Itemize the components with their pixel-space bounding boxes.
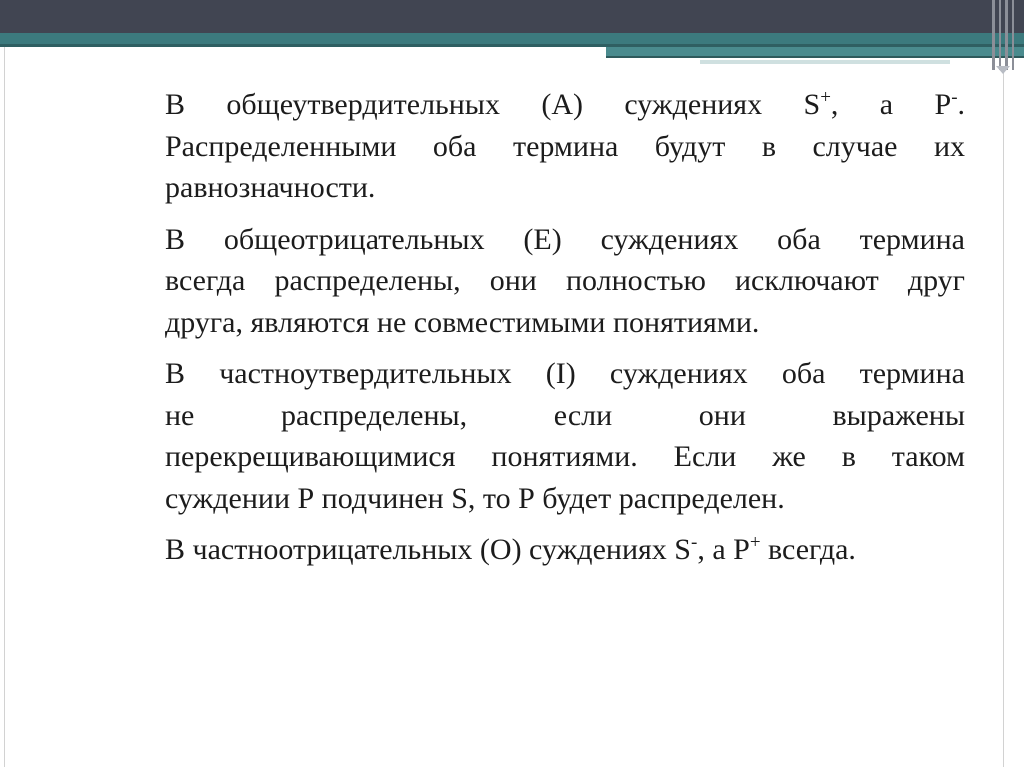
text-segment: Распределенными оба термина будут в случае их (165, 129, 965, 163)
text-line (101, 260, 965, 302)
superscript: - (690, 532, 698, 553)
text-line (101, 84, 965, 126)
paragraph (101, 84, 965, 209)
text-line (101, 529, 965, 571)
text-segment: равнозначности. (165, 171, 376, 204)
text-line (101, 478, 965, 520)
header-right-bar (606, 47, 1024, 56)
frame-left-line (4, 47, 5, 767)
text-line (101, 302, 965, 344)
superscript: + (820, 87, 831, 108)
text-line (101, 167, 965, 209)
text-segment: перекрещивающимися понятиями. Если же в таком (165, 440, 965, 473)
text-line (101, 219, 965, 261)
decor-vertical-line (1012, 0, 1014, 70)
text-line (101, 436, 965, 478)
decor-vertical-line (999, 0, 1001, 70)
superscript: + (749, 532, 761, 553)
text-segment: суждении Р подчинен S, то Р будет распределен. (165, 481, 785, 515)
text-segment: всегда. (760, 533, 856, 566)
text-line (101, 395, 965, 437)
text-segment: В общеутвердительных (А) суждениях S (165, 88, 821, 121)
paragraph (101, 219, 965, 344)
text-segment: друга, являются не совместимыми понятиями. (165, 305, 760, 339)
text-segment: не распределены, если они выражены (165, 398, 965, 432)
text-line (101, 126, 965, 168)
text-segment: В общеотрицательных (Е) суждениях оба термина (165, 222, 965, 256)
text-segment: , а Р (697, 533, 750, 566)
paragraph (101, 353, 965, 519)
corner-triangle-icon (996, 66, 1010, 74)
text-segment: , а Р (830, 88, 952, 121)
header-right-bar-line (606, 56, 1024, 58)
decor-vertical-line (992, 0, 995, 70)
header-accent-band (0, 33, 1024, 44)
text-segment: В частноотрицательных (О) суждениях S (165, 533, 691, 566)
frame-right-line (1003, 70, 1004, 767)
text-segment: всегда распределены, они полностью исключают друг (165, 264, 965, 297)
text-segment: В частноутвердительных (I) суждениях оба термина (165, 357, 965, 390)
header-band (0, 0, 1024, 33)
superscript: - (951, 87, 958, 108)
paragraph (101, 529, 965, 571)
slide-body (101, 84, 965, 581)
text-line (101, 353, 965, 395)
decor-vertical-line (1005, 0, 1008, 70)
text-segment: . (957, 88, 966, 121)
header-right-highlight (700, 60, 950, 64)
